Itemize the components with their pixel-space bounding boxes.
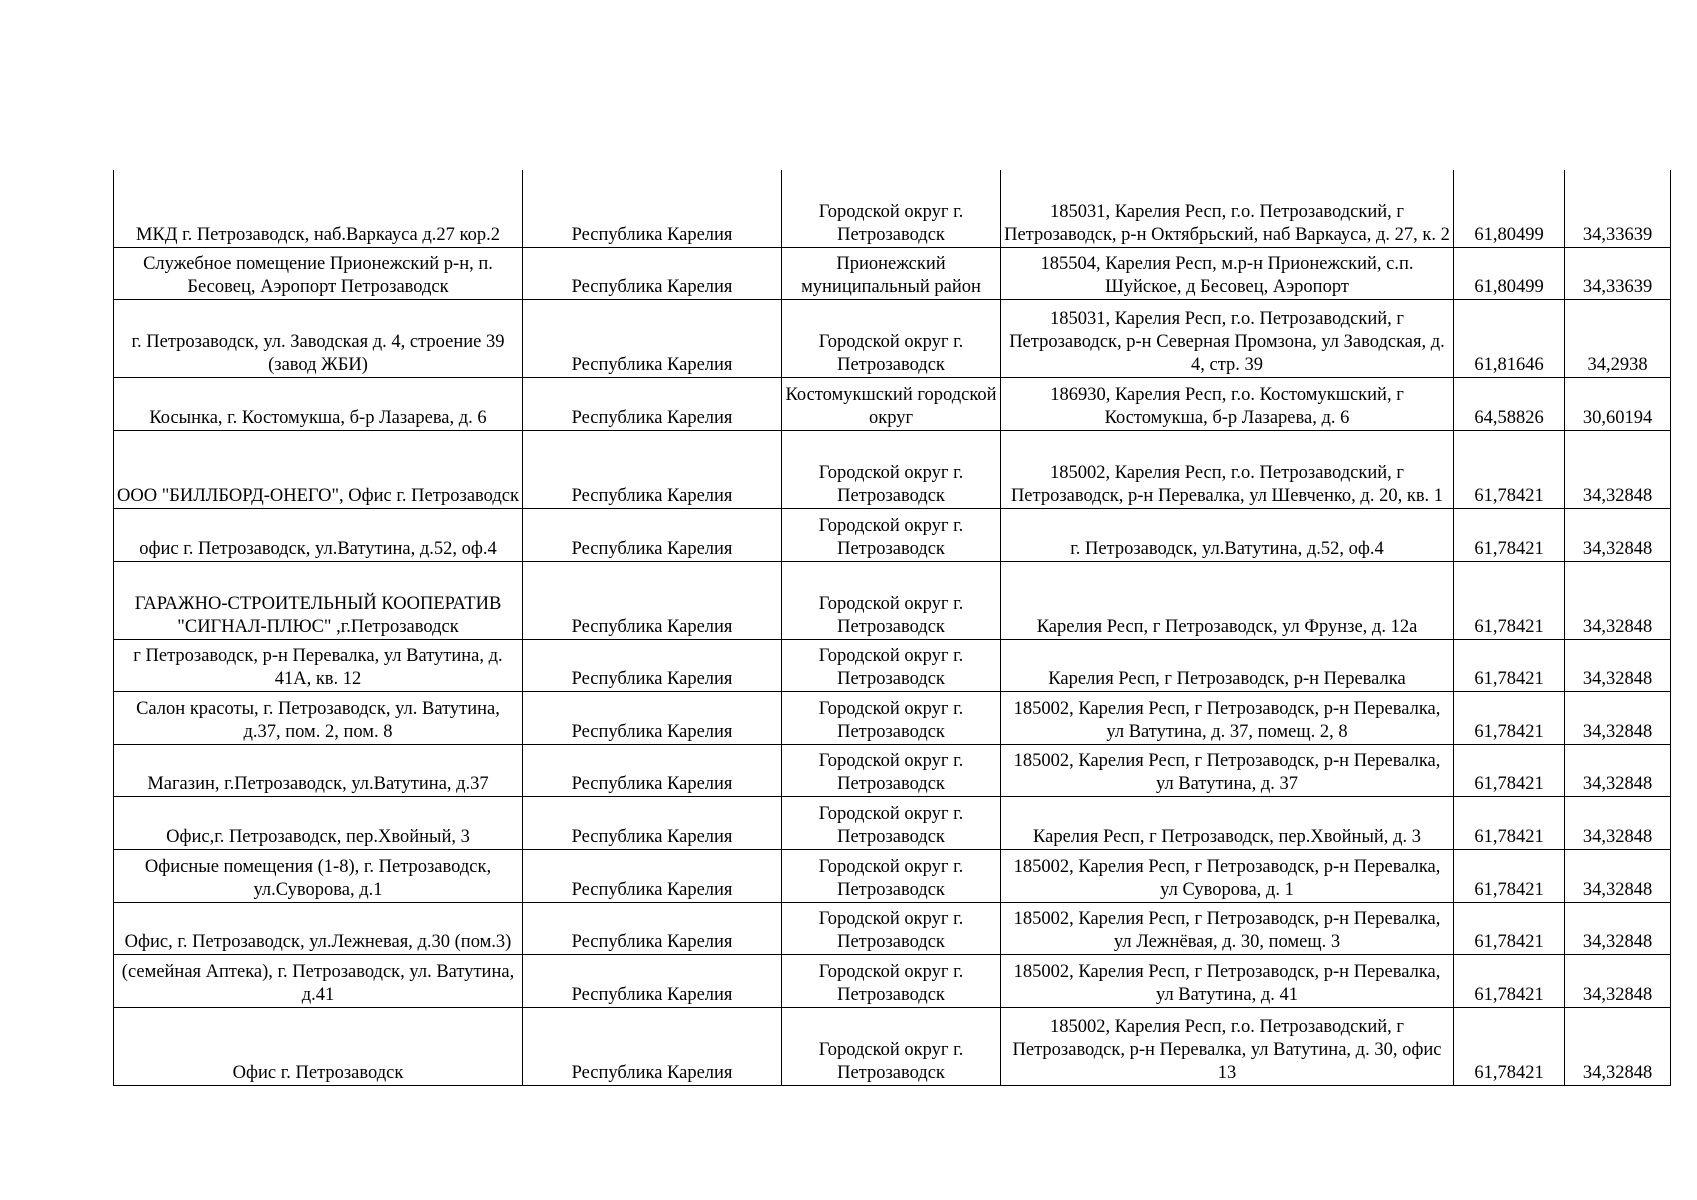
address-cell: Карелия Респ, г Петрозаводск, р-н Перевалка (1001, 639, 1454, 691)
latitude-cell: 61,78421 (1454, 796, 1565, 849)
address-cell: 185002, Карелия Респ, г Петрозаводск, р-н Перевалка, ул Лежнёвая, д. 30, помещ. 3 (1001, 902, 1454, 954)
longitude-cell: 34,32848 (1565, 508, 1671, 561)
region-cell: Республика Карелия (523, 1007, 782, 1085)
table-row (114, 744, 1671, 796)
region-cell: Республика Карелия (523, 691, 782, 744)
longitude-cell: 34,32848 (1565, 744, 1671, 796)
municipality-cell: Городской округ г. Петрозаводск (782, 849, 1001, 902)
address-cell: 185002, Карелия Респ, г.о. Петрозаводский, г Петрозаводск, р-н Перевалка, ул Ватутина, д. 30, офис 13 (1001, 1007, 1454, 1085)
address-cell: 186930, Карелия Респ, г.о. Костомукшский, г Костомукша, б-р Лазарева, д. 6 (1001, 377, 1454, 430)
object-cell: Офисные помещения (1-8), г. Петрозаводск, ул.Суворова, д.1 (114, 849, 523, 902)
object-cell: ООО "БИЛЛБОРД-ОНЕГО", Офис г. Петрозаводск (114, 430, 523, 508)
municipality-cell: Костомукшский городской округ (782, 377, 1001, 430)
object-cell: Салон красоты, г. Петрозаводск, ул. Ватутина, д.37, пом. 2, пом. 8 (114, 691, 523, 744)
region-cell: Республика Карелия (523, 954, 782, 1007)
object-cell: Офис,г. Петрозаводск, пер.Хвойный, 3 (114, 796, 523, 849)
municipality-cell: Городской округ г. Петрозаводск (782, 902, 1001, 954)
table-row (114, 849, 1671, 902)
longitude-cell: 34,32848 (1565, 902, 1671, 954)
region-cell: Республика Карелия (523, 170, 782, 247)
address-cell: г. Петрозаводск, ул.Ватутина, д.52, оф.4 (1001, 508, 1454, 561)
region-cell: Республика Карелия (523, 299, 782, 377)
longitude-cell: 30,60194 (1565, 377, 1671, 430)
longitude-cell: 34,32848 (1565, 954, 1671, 1007)
latitude-cell: 61,81646 (1454, 299, 1565, 377)
longitude-cell: 34,33639 (1565, 247, 1671, 299)
object-cell: Служебное помещение Прионежский р-н, п. Бесовец, Аэропорт Петрозаводск (114, 247, 523, 299)
table-row (114, 170, 1671, 247)
table-row (114, 508, 1671, 561)
municipality-cell: Городской округ г. Петрозаводск (782, 170, 1001, 247)
latitude-cell: 61,78421 (1454, 954, 1565, 1007)
address-cell: 185002, Карелия Респ, г Петрозаводск, р-н Перевалка, ул Суворова, д. 1 (1001, 849, 1454, 902)
object-cell: Косынка, г. Костомукша, б-р Лазарева, д. 6 (114, 377, 523, 430)
table-row (114, 796, 1671, 849)
address-cell: 185504, Карелия Респ, м.р-н Прионежский, с.п. Шуйское, д Бесовец, Аэропорт (1001, 247, 1454, 299)
table-row (114, 902, 1671, 954)
municipality-cell: Городской округ г. Петрозаводск (782, 744, 1001, 796)
municipality-cell: Городской округ г. Петрозаводск (782, 639, 1001, 691)
table-row (114, 377, 1671, 430)
municipality-cell: Городской округ г. Петрозаводск (782, 508, 1001, 561)
longitude-cell: 34,32848 (1565, 430, 1671, 508)
address-cell: 185031, Карелия Респ, г.о. Петрозаводский, г Петрозаводск, р-н Северная Промзона, ул Заводская, д. 4, стр. 39 (1001, 299, 1454, 377)
longitude-cell: 34,32848 (1565, 849, 1671, 902)
municipality-cell: Городской округ г. Петрозаводск (782, 561, 1001, 639)
region-cell: Республика Карелия (523, 561, 782, 639)
municipality-cell: Городской округ г. Петрозаводск (782, 796, 1001, 849)
municipality-cell: Городской округ г. Петрозаводск (782, 954, 1001, 1007)
table-row (114, 954, 1671, 1007)
object-cell: г Петрозаводск, р-н Перевалка, ул Ватутина, д. 41А, кв. 12 (114, 639, 523, 691)
latitude-cell: 61,78421 (1454, 744, 1565, 796)
region-cell: Республика Карелия (523, 430, 782, 508)
region-cell: Республика Карелия (523, 902, 782, 954)
latitude-cell: 61,78421 (1454, 849, 1565, 902)
municipality-cell: Городской округ г. Петрозаводск (782, 430, 1001, 508)
region-cell: Республика Карелия (523, 508, 782, 561)
region-cell: Республика Карелия (523, 744, 782, 796)
object-cell: МКД г. Петрозаводск, наб.Варкауса д.27 кор.2 (114, 170, 523, 247)
longitude-cell: 34,32848 (1565, 796, 1671, 849)
latitude-cell: 61,78421 (1454, 430, 1565, 508)
longitude-cell: 34,32848 (1565, 639, 1671, 691)
longitude-cell: 34,32848 (1565, 561, 1671, 639)
table-row (114, 299, 1671, 377)
municipality-cell: Городской округ г. Петрозаводск (782, 299, 1001, 377)
address-cell: 185002, Карелия Респ, г Петрозаводск, р-н Перевалка, ул Ватутина, д. 41 (1001, 954, 1454, 1007)
object-cell: Магазин, г.Петрозаводск, ул.Ватутина, д.37 (114, 744, 523, 796)
address-cell: 185002, Карелия Респ, г.о. Петрозаводский, г Петрозаводск, р-н Перевалка, ул Шевченко, д. 20, кв. 1 (1001, 430, 1454, 508)
table-row (114, 430, 1671, 508)
locations-table (113, 170, 1671, 1086)
latitude-cell: 61,78421 (1454, 691, 1565, 744)
longitude-cell: 34,2938 (1565, 299, 1671, 377)
latitude-cell: 64,58826 (1454, 377, 1565, 430)
address-cell: Карелия Респ, г Петрозаводск, ул Фрунзе, д. 12а (1001, 561, 1454, 639)
longitude-cell: 34,32848 (1565, 691, 1671, 744)
table-row (114, 639, 1671, 691)
municipality-cell: Прионежский муниципальный район (782, 247, 1001, 299)
address-cell: 185002, Карелия Респ, г Петрозаводск, р-н Перевалка, ул Ватутина, д. 37 (1001, 744, 1454, 796)
object-cell: ГАРАЖНО-СТРОИТЕЛЬНЫЙ КООПЕРАТИВ "СИГНАЛ-ПЛЮС" ,г.Петрозаводск (114, 561, 523, 639)
region-cell: Республика Карелия (523, 639, 782, 691)
region-cell: Республика Карелия (523, 796, 782, 849)
address-cell: Карелия Респ, г Петрозаводск, пер.Хвойный, д. 3 (1001, 796, 1454, 849)
table-row (114, 561, 1671, 639)
object-cell: офис г. Петрозаводск, ул.Ватутина, д.52, оф.4 (114, 508, 523, 561)
latitude-cell: 61,78421 (1454, 508, 1565, 561)
latitude-cell: 61,80499 (1454, 170, 1565, 247)
region-cell: Республика Карелия (523, 849, 782, 902)
region-cell: Республика Карелия (523, 247, 782, 299)
municipality-cell: Городской округ г. Петрозаводск (782, 1007, 1001, 1085)
longitude-cell: 34,33639 (1565, 170, 1671, 247)
latitude-cell: 61,80499 (1454, 247, 1565, 299)
table-row (114, 247, 1671, 299)
latitude-cell: 61,78421 (1454, 639, 1565, 691)
municipality-cell: Городской округ г. Петрозаводск (782, 691, 1001, 744)
latitude-cell: 61,78421 (1454, 902, 1565, 954)
table-row (114, 691, 1671, 744)
address-cell: 185002, Карелия Респ, г Петрозаводск, р-н Перевалка, ул Ватутина, д. 37, помещ. 2, 8 (1001, 691, 1454, 744)
table-body (114, 170, 1671, 1085)
latitude-cell: 61,78421 (1454, 1007, 1565, 1085)
latitude-cell: 61,78421 (1454, 561, 1565, 639)
region-cell: Республика Карелия (523, 377, 782, 430)
object-cell: Офис, г. Петрозаводск, ул.Лежневая, д.30 (пом.3) (114, 902, 523, 954)
address-cell: 185031, Карелия Респ, г.о. Петрозаводский, г Петрозаводск, р-н Октябрьский, наб Варкауса, д. 27, к. 2 (1001, 170, 1454, 247)
table-row (114, 1007, 1671, 1085)
object-cell: (семейная Аптека), г. Петрозаводск, ул. Ватутина, д.41 (114, 954, 523, 1007)
longitude-cell: 34,32848 (1565, 1007, 1671, 1085)
object-cell: Офис г. Петрозаводск (114, 1007, 523, 1085)
object-cell: г. Петрозаводск, ул. Заводская д. 4, строение 39 (завод ЖБИ) (114, 299, 523, 377)
